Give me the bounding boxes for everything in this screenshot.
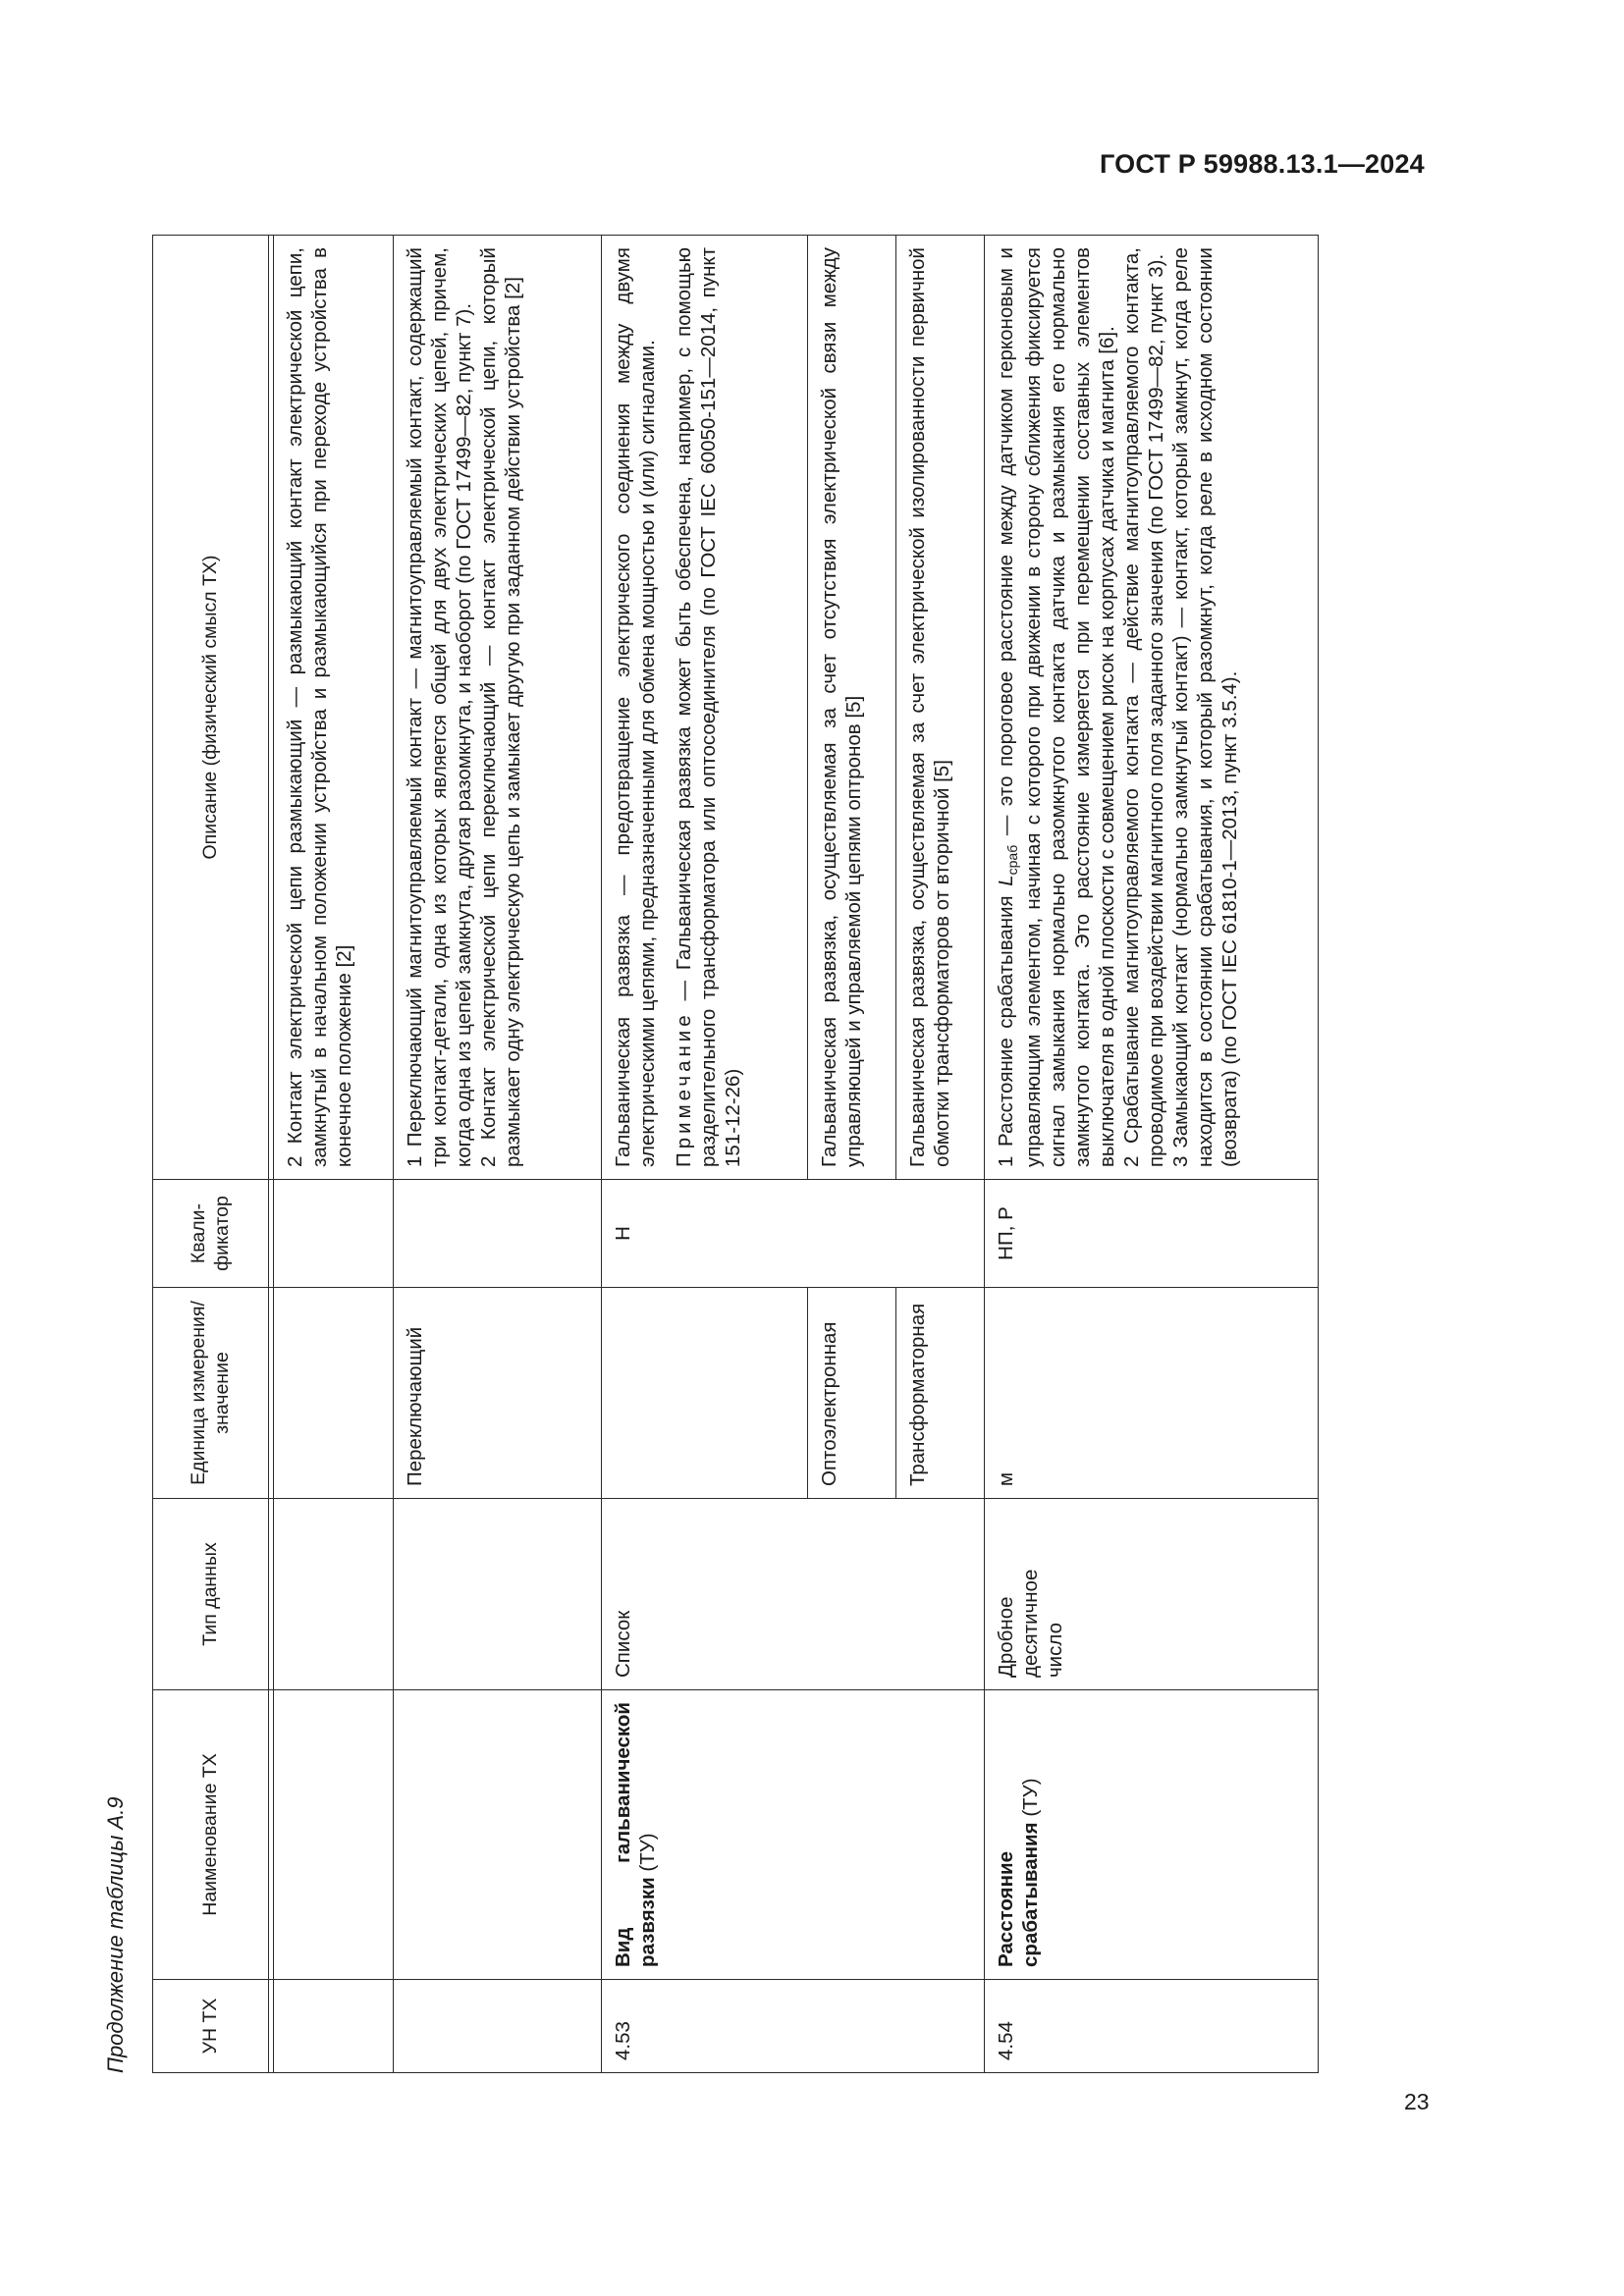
cell-qualifier	[274, 1180, 394, 1288]
table-caption: Продолжение таблицы А.9	[103, 1796, 128, 2073]
cell-qualifier: НП, Р	[985, 1180, 1319, 1288]
rotated-table-page	[103, 223, 1419, 2073]
cell-type	[274, 1499, 394, 1690]
cell-description	[602, 236, 808, 1180]
cell-description	[985, 236, 1319, 1180]
cell-name	[274, 1690, 394, 1980]
cell-unit	[602, 1288, 808, 1499]
cell-description: 1 Переключающий магнитоуправляемый контакт — магнитоуправляемый контакт, содержащий три контакт-детали, одна из которых является общей для двух электрических цепей, причем, когда одна из цепей замкнута, другая разомкнута, и наоборот (по ГОСТ 17499—82, пункт 7). 2 Контакт электрической цепи переключающий — контакт электрической цепи, который размыкает одну электрическую цепь и замыкает другую при заданном действии устройства [2]	[394, 236, 602, 1180]
cell-description: 2 Контакт электрической цепи размыкающий — размыкающий контакт электрической цепи, замкнутый в начальном положении устройства и размыкающийся при переходе устройства в конечное положение [2]	[274, 236, 394, 1180]
cell-description: Гальваническая развязка, осуществляемая за счет электрической изолированности первичной обмотки трансформаторов от вторичной [5]	[896, 236, 985, 1180]
table-row	[985, 236, 1319, 2073]
table-row	[274, 236, 394, 2073]
cell-type: Дробное десятичное число	[985, 1499, 1319, 1690]
table-row	[394, 236, 602, 2073]
cell-name	[394, 1690, 602, 1980]
cell-code: 4.53	[602, 1980, 985, 2073]
actuation-definition: 2 Срабатывание магнитоуправляемого контакта — действие магнитоуправляемого контакта, проводимое при воздействии магнитного поля заданного значения (по ГОСТ 17499—82, пункт 3).	[1120, 247, 1168, 1167]
col-header-name: Наименование ТХ	[153, 1690, 269, 1980]
distance-definition: 1 Расстояние срабатывания $L_{сраб}$ — это пороговое расстояние между датчиком герконовым и управляющим элементом, начиная с которого при движении в сторону сближения фиксируется сигнал замыкания нормально разомкнутого контакта датчика и размыкания его нормально замкнутого контакта. Это расстояние измеряется при перемещении составных элементов выключателя в одной плоскости с совмещением рисок на корпусах датчика и магнита [6].	[995, 247, 1119, 1167]
characteristics-table	[152, 235, 1319, 2073]
cell-name: Расстояние срабатывания (ТУ)	[985, 1690, 1319, 1980]
cell-qualifier	[394, 1180, 602, 1288]
cell-unit: Переключающий	[394, 1288, 602, 1499]
cell-code	[394, 1980, 602, 2073]
col-header-type: Тип данных	[153, 1499, 269, 1690]
cell-unit: м	[985, 1288, 1319, 1499]
cell-unit	[274, 1288, 394, 1499]
cell-code	[274, 1980, 394, 2073]
note-label: Примечание	[673, 1011, 695, 1167]
standard-number: ГОСТ Р 59988.13.1—2024	[1100, 149, 1425, 179]
cell-qualifier: Н	[602, 1180, 985, 1288]
col-header-unit: Единица измерения/ значение	[153, 1288, 269, 1499]
col-header-code: УН ТХ	[153, 1980, 269, 2073]
cell-unit: Трансформаторная	[896, 1288, 985, 1499]
cell-type	[394, 1499, 602, 1690]
col-header-qualifier: Квали- фикатор	[153, 1180, 269, 1288]
cell-unit: Оптоэлектронная	[808, 1288, 896, 1499]
galvanic-definition: Гальваническая развязка — предотвращение электрического соединения между двумя электрическими цепями, предназначенными для обмена мощностью и (или) сигналами.	[612, 247, 659, 1167]
table-row	[602, 236, 808, 2073]
table-header-row	[153, 236, 269, 2073]
cell-code: 4.54	[985, 1980, 1319, 2073]
cell-name: Вид гальванической развязки (ТУ)	[602, 1690, 985, 1980]
col-header-description: Описание (физический смысл ТХ)	[153, 236, 269, 1180]
closing-contact-definition: 3 Замыкающий контакт (нормально замкнутый контакт) — контакт, который замкнут, когда реле находится в состоянии срабатывания, и который разомкнут, когда реле в исходном состоянии (возврата) (по ГОСТ IEC 61810-1—2013, пункт 3.5.4).	[1169, 247, 1242, 1167]
cell-description: Гальваническая развязка, осуществляемая за счет отсутствия электрической связи между управляющей и управляемой цепями оптронов [5]	[808, 236, 896, 1180]
page-number: 23	[1404, 2089, 1430, 2114]
galvanic-note: Примечание — Гальваническая развязка может быть обеспечена, например, с помощью разделительного трансформатора или оптосоединителя (по ГОСТ IEC 60050-151—2014, пункт 151-12-26)	[673, 247, 744, 1167]
cell-type: Список	[602, 1499, 985, 1690]
